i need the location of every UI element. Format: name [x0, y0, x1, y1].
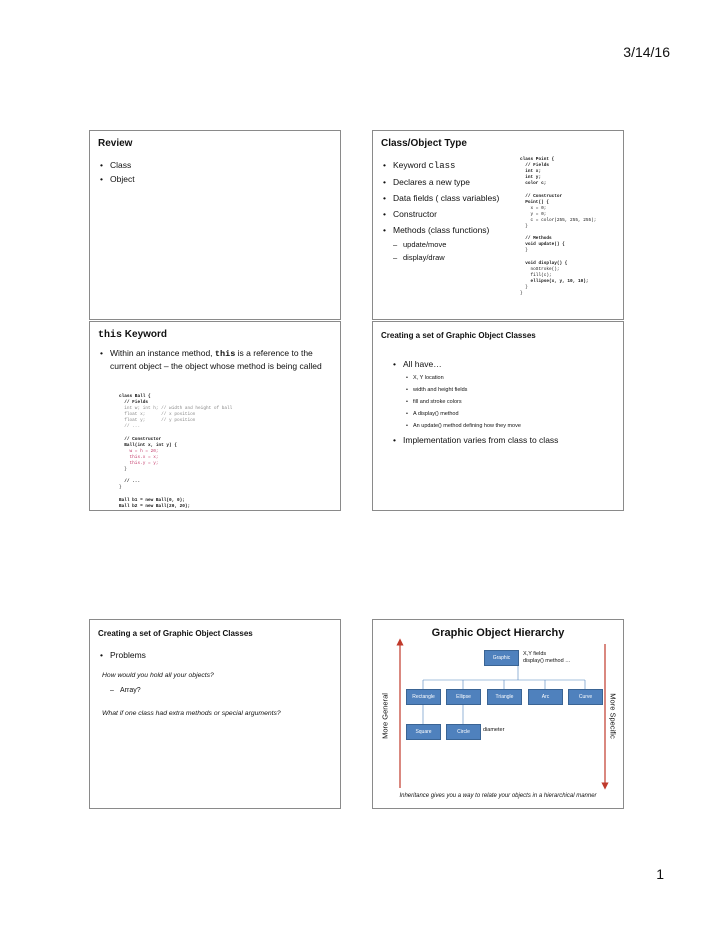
bullet-list — [100, 158, 135, 186]
slide-graphic-hierarchy — [372, 619, 624, 809]
slide-title: this Keyword — [98, 329, 168, 341]
question-extra-methods: What if one class had extra methods or special arguments? — [102, 710, 281, 717]
bullet-list — [383, 157, 523, 264]
slide-this-keyword — [89, 321, 341, 511]
more-specific-label: More Specific — [608, 693, 618, 739]
node-graphic: Graphic — [484, 650, 519, 666]
node-curve: Curve — [568, 689, 603, 705]
node-rectangle: Rectangle — [406, 689, 441, 705]
more-general-label: More General — [380, 693, 390, 739]
page-number: 1 — [656, 866, 664, 882]
sub-bullet-item: • A display() method — [393, 408, 613, 420]
code-block-ball: class Ball { // Fields int w; int h; // width and height of ball float x; // x position float y; // y position // ... // Constructor Ball(int x, int y) { w = h = 20; this.x = x; this.y = y; } // ... } Ball b1 = new Ball(0, 0); Ball b2 = new Ball(20, 20); — [119, 394, 233, 509]
bullet-list — [100, 347, 328, 372]
root-note: X,Y fields display() method … — [523, 651, 571, 664]
bullet-item: • Implementation varies from class to class — [393, 432, 613, 448]
hierarchy-footer-note: Inheritance gives you a way to relate your objects in a hierarchical manner — [399, 793, 597, 799]
slide-class-object-type — [372, 130, 624, 320]
sub-bullet-item: • width and height fields — [393, 384, 613, 396]
bullet-item: • All have… — [393, 356, 613, 372]
sub-bullet-item: – Array? — [100, 684, 141, 698]
slide-review — [89, 130, 341, 320]
sub-bullet-item: • X, Y location — [393, 372, 613, 384]
node-arc: Arc — [528, 689, 563, 705]
slide-creating-set-problems — [89, 619, 341, 809]
question-hold-objects: How would you hold all your objects? — [102, 672, 214, 679]
bullet-item: • Methods (class functions) — [383, 222, 523, 238]
node-triangle: Triangle — [487, 689, 522, 705]
bullet-item: • Keyword class — [383, 157, 523, 174]
hierarchy-diagram — [373, 620, 623, 808]
page-date: 3/14/16 — [623, 44, 670, 60]
slide-title: Graphic Object Hierarchy — [431, 627, 565, 639]
node-ellipse: Ellipse — [446, 689, 481, 705]
node-circle: Circle — [446, 724, 481, 740]
slide-title: Class/Object Type — [381, 138, 467, 149]
sub-bullet-item: – update/move — [383, 238, 523, 251]
bullet-item: • Data fields ( class variables) — [383, 190, 523, 206]
bullet-list — [100, 648, 146, 662]
slide-creating-set — [372, 321, 624, 511]
slide-title: Creating a set of Graphic Object Classes — [98, 629, 253, 638]
code-block-point: class Point { // Fields int x; int y; color c; // Constructor Point() { x = 0; y = 0; c = color(255, 255, 255); } // Methods void update() { } void display() { noStroke(); fill(c); ellipse(x, y, 10, 10); } } — [520, 157, 597, 297]
bullet-item: • Class — [100, 158, 135, 172]
sub-bullet-item: • An update() method defining how they move — [393, 420, 613, 432]
bullet-item: • Within an instance method, this is a reference to the current object – the object whose method is being called — [100, 347, 328, 372]
circle-note: diameter — [483, 727, 505, 733]
slide-title: Creating a set of Graphic Object Classes — [381, 331, 536, 340]
sub-bullet-item: – display/draw — [383, 251, 523, 264]
sub-bullet-list — [100, 684, 141, 698]
bullet-item: • Constructor — [383, 206, 523, 222]
bullet-item: • Declares a new type — [383, 174, 523, 190]
bullet-item: • Object — [100, 172, 135, 186]
slide-title: Review — [98, 138, 133, 149]
sub-bullet-item: • fill and stroke colors — [393, 396, 613, 408]
node-square: Square — [406, 724, 441, 740]
bullet-list — [393, 356, 613, 448]
bullet-item: • Problems — [100, 648, 146, 662]
